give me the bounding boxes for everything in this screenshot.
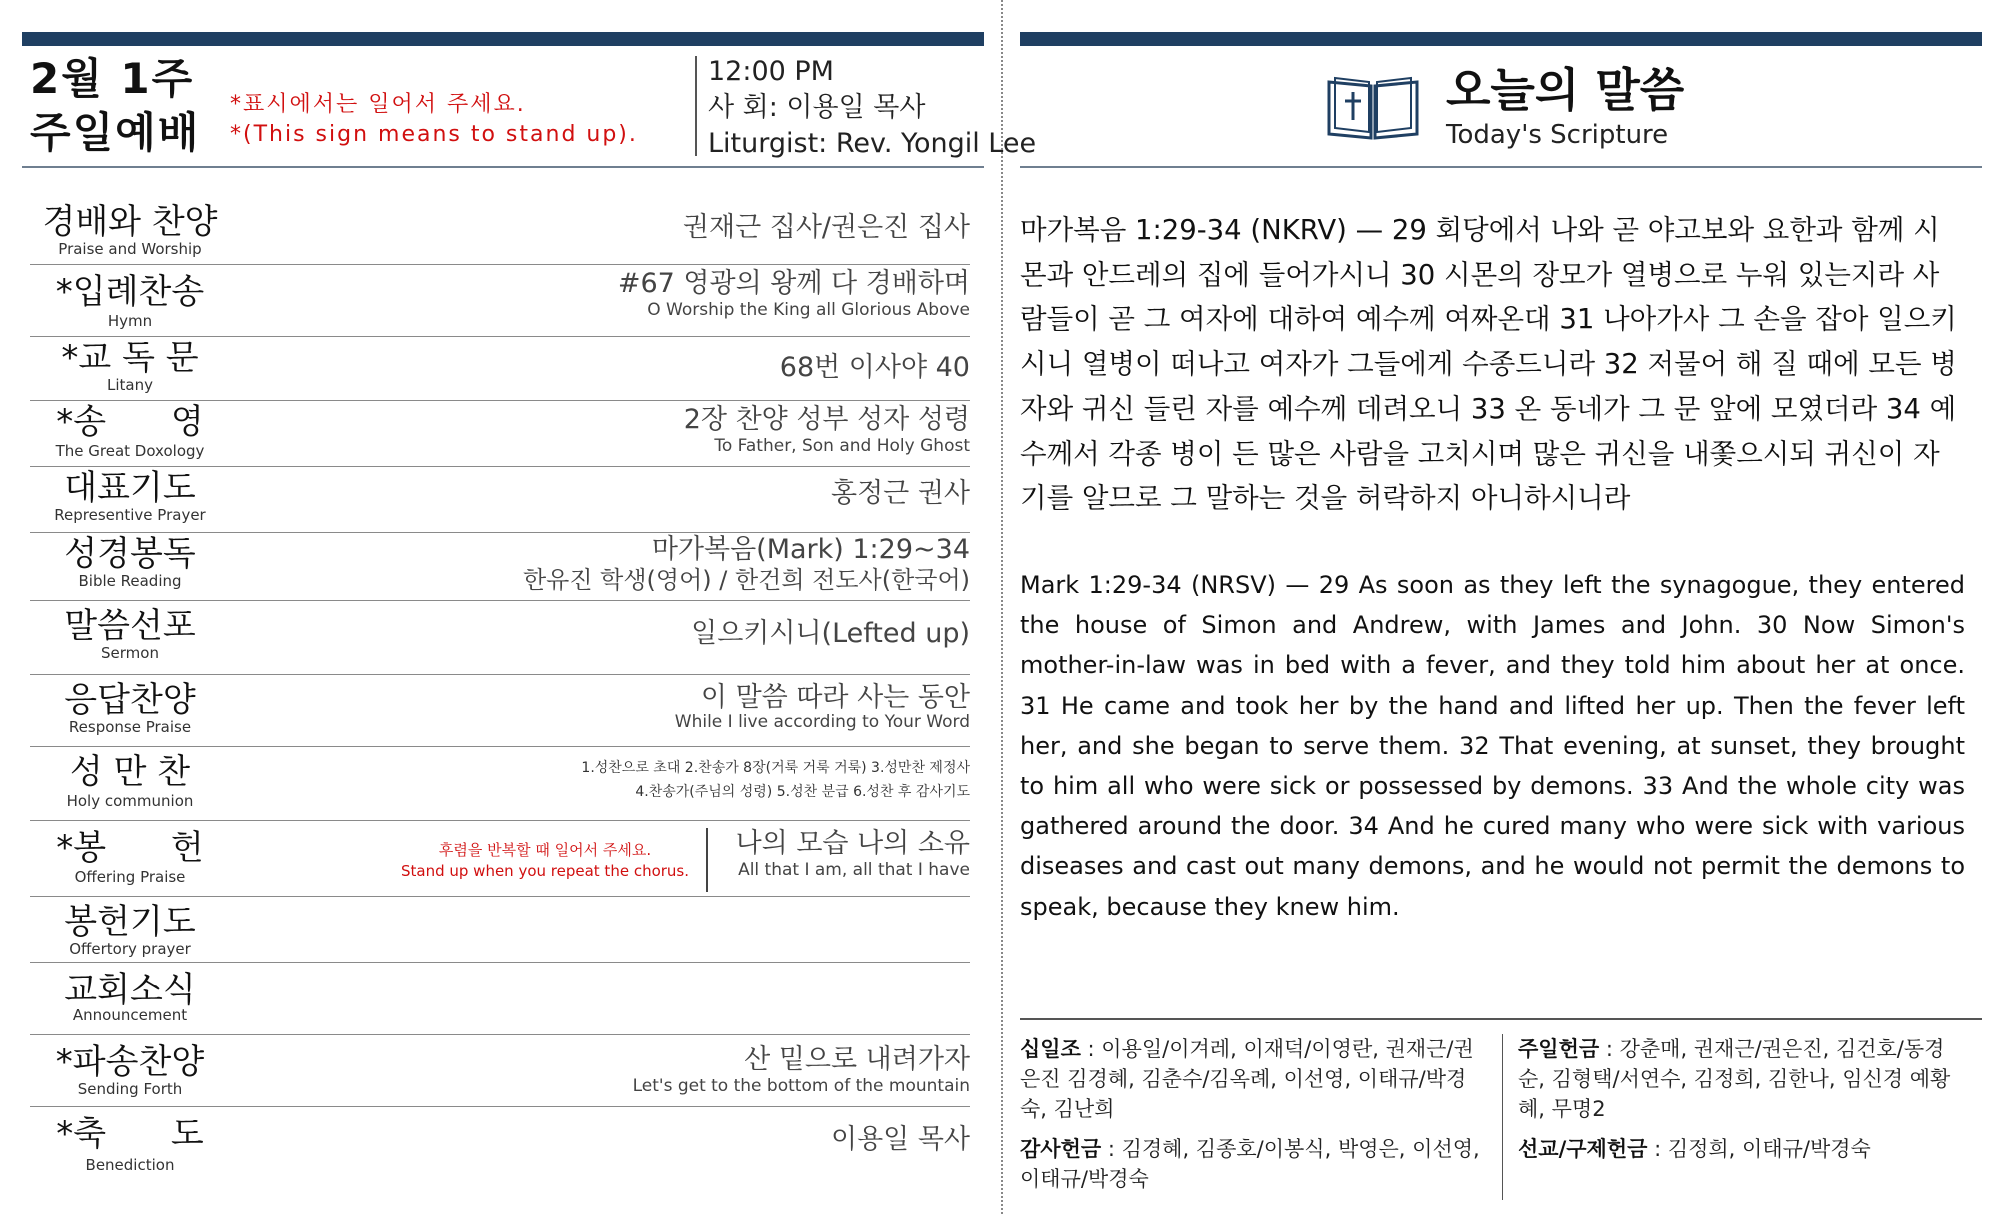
order-detail-en: Let's get to the bottom of the mountain: [632, 1076, 970, 1096]
order-title-en: Announcement: [72, 1006, 188, 1024]
order-detail: #67 영광의 왕께 다 경배하며: [617, 268, 970, 299]
chorus-stand-note: 후렴을 반복할 때 일어서 주세요. Stand up when you repeat the chorus.: [400, 841, 690, 880]
divider: [30, 1106, 970, 1107]
order-detail: 일으키시니(Lefted up): [691, 618, 970, 649]
divider: [30, 674, 970, 675]
order-title-ko: 성 만 찬: [69, 752, 191, 792]
scripture-korean: 마가복음 1:29-34 (NKRV) — 29 회당에서 나와 곧 야고보와 요한과 함께 시몬과 안드레의 집에 들어가시니 30 시몬의 장모가 열병으로 누워 있는지라 사람들이 곧 그 여자에 대하여 예수께 여짜온대 31 나아가사 그 손을 잡아 일으키시니 열병이 떠나고 여자가 그들에게 수종드니라 32 저물어 해 질 때에 모든 병자와 귀신 들린 자를 예수께 데려오니 33 온 동네가 그 문 앞에 모였더라 34 예수께서 각종 병이 든 많은 사람을 고치시며 많은 귀신을 내쫓으시되 귀신이 자기를 알므로 그 말하는 것을 허락하지 아니하시니라: [1020, 214, 1957, 515]
thanks-names: 김경혜, 김종호/이봉식, 박영은, 이선영, 이태규/박경숙: [1020, 1137, 1480, 1191]
service-info: [708, 54, 1036, 162]
divider: [30, 600, 970, 601]
order-detail: 권재근 집사/권은진 집사: [682, 212, 970, 243]
order-title-ko: *파송찬양: [55, 1042, 205, 1082]
order-detail: 마가복음(Mark) 1:29~34: [651, 534, 970, 565]
order-title-ko: *입례찬송: [55, 272, 205, 312]
order-title-en: Holy communion: [66, 792, 194, 810]
order-item-doxology: [30, 402, 970, 466]
order-title-en: Praise and Worship: [58, 240, 202, 258]
divider: [30, 264, 970, 265]
scripture-title-ko: 오늘의 말씀: [1446, 63, 1685, 117]
fold-line: [1001, 0, 1003, 1214]
order-detail: 이용일 목사: [831, 1124, 970, 1155]
order-title-en: Offering Praise: [74, 868, 186, 886]
tithe-names: 이용일/이겨레, 이재덕/이영란, 권재근/권은진 김경혜, 김춘수/김옥례, 이선영, 이태규/박경숙, 김난희: [1020, 1037, 1474, 1121]
liturgist: Liturgist: Rev. Yongil Lee: [708, 128, 1037, 159]
order-item-benediction: [30, 1108, 970, 1180]
order-detail: 나의 모습 나의 소유: [735, 828, 970, 859]
donations-divider: [1502, 1034, 1503, 1200]
sunday-offering-list: 주일헌금 : 강춘매, 권재근/권은진, 김건호/동경순, 김형택/서연수, 김정희, 김한나, 임신경 예황혜, 무명2: [1518, 1037, 1951, 1121]
divider: [30, 896, 970, 897]
scripture-rule: [1020, 166, 1982, 168]
order-title-ko: 성경봉독: [64, 534, 196, 574]
offering-divider: [706, 828, 708, 892]
order-item-bible-reading: [30, 534, 970, 600]
service-time: 12:00 PM: [708, 56, 834, 87]
order-item-litany: [30, 338, 970, 400]
order-item-praise: [30, 200, 970, 264]
service-title: 2월 1주 주일예배: [30, 54, 201, 157]
divider: [30, 532, 970, 533]
order-detail: 이 말씀 따라 사는 동안: [700, 682, 970, 713]
order-detail-line1: 1.성찬으로 초대 2.찬송가 8장(거룩 거룩 거룩) 3.성만찬 제정사: [581, 760, 970, 776]
stand-notice: *표시에서는 일어서 주세요. *(This sign means to stand up).: [230, 92, 638, 147]
order-item-prayer: [30, 468, 970, 532]
thanks-label: 감사헌금: [1020, 1137, 1102, 1161]
header-rule: [22, 166, 984, 168]
order-item-communion: [30, 748, 970, 820]
order-title-en: Response Praise: [68, 718, 192, 736]
order-item-sending-forth: [30, 1036, 970, 1106]
scripture-title-en: Today's Scripture: [1446, 120, 1669, 150]
order-detail: 68번 이사야 40: [779, 352, 970, 383]
order-title-ko: 대표기도: [64, 468, 196, 508]
divider: [30, 746, 970, 747]
order-title-en: Benediction: [85, 1156, 175, 1174]
order-detail: 산 밑으로 내려가자: [744, 1044, 970, 1075]
mission-label: 선교/구제헌금: [1518, 1137, 1648, 1161]
order-title-en: Bible Reading: [78, 572, 182, 590]
order-item-announcement: [30, 964, 970, 1034]
header-divider: [695, 56, 697, 156]
mission-offering-list: 선교/구제헌금 : 김정희, 이태규/박경숙: [1518, 1137, 1871, 1161]
thanks-list: 감사헌금 : 김경혜, 김종호/이봉식, 박영은, 이선영, 이태규/박경숙: [1020, 1137, 1480, 1191]
order-detail-en: To Father, Son and Holy Ghost: [714, 436, 970, 456]
order-detail-en: While I live according to Your Word: [674, 712, 970, 732]
presider: 사 회: 이용일 목사: [708, 92, 926, 123]
order-title-ko: 경배와 찬양: [42, 202, 218, 242]
divider: [30, 962, 970, 963]
order-item-response: [30, 676, 970, 746]
bible-icon: [1325, 74, 1421, 140]
order-detail: 홍정근 권사: [831, 478, 970, 509]
order-detail-line2: 4.찬송가(주님의 성령) 5.성찬 분급 6.성찬 후 감사기도: [635, 784, 970, 800]
order-title-ko: *봉 헌: [56, 828, 204, 868]
order-title-en: The Great Doxology: [55, 442, 205, 460]
sunday-names: 강춘매, 권재근/권은진, 김건호/동경순, 김형택/서연수, 김정희, 김한나, 임신경 예황혜, 무명2: [1518, 1037, 1951, 1121]
divider: [30, 1034, 970, 1035]
order-title-en: Sending Forth: [77, 1080, 183, 1098]
order-title-en: Offertory prayer: [69, 940, 191, 958]
order-title-ko: 말씀선포: [64, 606, 196, 646]
tithe-label: 십일조: [1020, 1037, 1081, 1061]
divider: [30, 820, 970, 821]
mission-names: 김정희, 이태규/박경숙: [1667, 1137, 1871, 1161]
order-title-ko: *송 영: [56, 402, 204, 442]
sunday-label: 주일헌금: [1518, 1037, 1600, 1061]
order-title-ko: *축 도: [56, 1114, 204, 1154]
tithe-list: 십일조 : 이용일/이겨레, 이재덕/이영란, 권재근/권은진 김경혜, 김춘수/김옥례, 이선영, 이태규/박경숙, 김난희: [1020, 1037, 1474, 1121]
order-title-en: Representive Prayer: [54, 506, 206, 524]
order-detail-en: O Worship the King all Glorious Above: [647, 300, 970, 320]
order-detail: 2장 찬양 성부 성자 성령: [683, 404, 970, 435]
header-bar-left: [22, 32, 984, 46]
donations-rule: [1020, 1018, 1982, 1020]
divider: [30, 400, 970, 401]
scripture-english: Mark 1:29-34 (NRSV) — 29 As soon as they left the synagogue, they entered the house of Simon and Andrew, with James and John. 30 Now Simon's mother-in-law was in bed with a fever, and they told him about her at once. 31 He came and took her by the hand and lifted her up. Then the fever left her, and she began to serve them. 32 That evening, at sunset, they brought to him all who were sick or possessed by demons. 33 And the whole city was gathered around the door. 34 And he cured many who were sick with various diseases and cast out many demons, and he would not permit the demons to speak, because they knew him.: [1020, 571, 1965, 921]
order-detail-en: All that I am, all that I have: [738, 860, 970, 880]
order-item-sermon: [30, 602, 970, 674]
order-title-ko: 봉헌기도: [64, 902, 196, 942]
order-item-offering: [30, 822, 970, 896]
order-item-offertory-prayer: [30, 898, 970, 962]
order-item-hymn: [30, 266, 970, 336]
divider: [30, 336, 970, 337]
order-title-en: Litany: [107, 376, 153, 394]
order-title-en: Hymn: [107, 312, 153, 330]
order-detail-readers: 한유진 학생(영어) / 한건희 전도사(한국어): [523, 566, 970, 594]
order-title-ko: 응답찬양: [64, 680, 196, 720]
divider: [30, 466, 970, 467]
header-bar-right: [1020, 32, 1982, 46]
order-title-en: Sermon: [101, 644, 159, 662]
order-title-ko: *교 독 문: [61, 338, 199, 378]
order-title-ko: 교회소식: [64, 970, 196, 1010]
